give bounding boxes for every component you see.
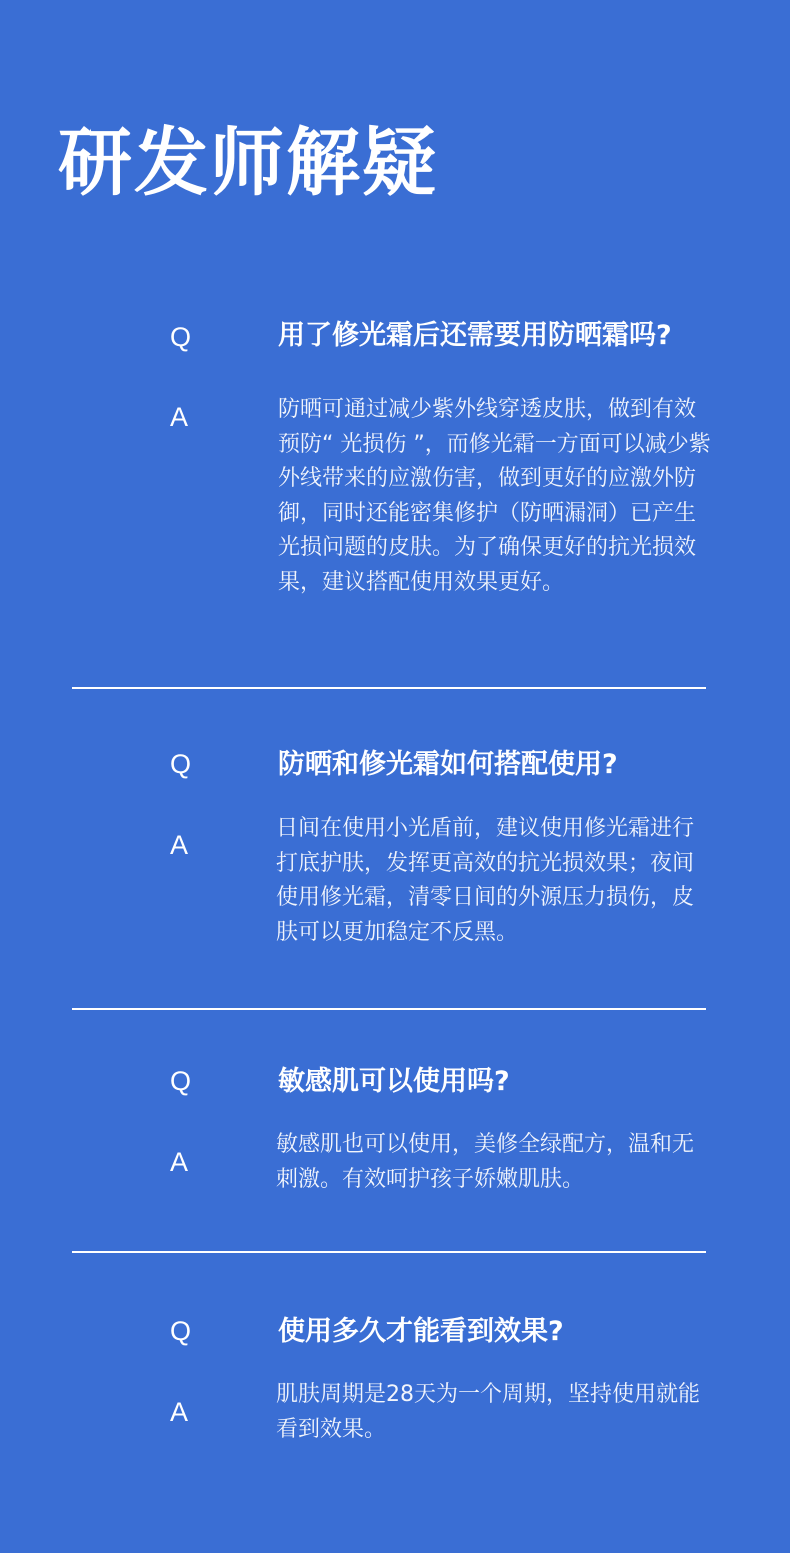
answer-text: 敏感肌也可以使用，美修全绿配方，温和无刺激。有效呵护孩子娇嫩肌肤。 (276, 1132, 695, 1192)
question-text: 使用多久才能看到效果? (278, 1316, 564, 1347)
question-marker: Q (170, 749, 192, 779)
answer-text: 防晒可通过减少紫外线穿透皮肤，做到有效预防“ 光损伤 ”，而修光霜一方面可以减少紫外线带来的应激伤害，做到更好的应激外防御，同时还能密集修护（防晒漏洞）已产生光损问题的皮肤。为了确保更好的抗光损效果，建议搭配使用效果更好。 (278, 397, 711, 595)
answer-marker: A (170, 402, 189, 432)
question-text: 用了修光霜后还需要用防晒霜吗? (278, 320, 672, 351)
answer-marker: A (170, 830, 189, 860)
divider (72, 687, 706, 689)
question-text: 防晒和修光霜如何搭配使用? (278, 749, 618, 780)
divider (72, 1008, 706, 1010)
answer-text: 肌肤周期是28天为一个周期，坚持使用就能看到效果。 (276, 1382, 700, 1442)
question-marker: Q (170, 322, 192, 352)
divider (72, 1251, 706, 1253)
question-marker: Q (170, 1316, 192, 1346)
question-marker: Q (170, 1066, 192, 1096)
page-title: 研发师解疑 (58, 120, 438, 206)
answer-marker: A (170, 1147, 189, 1177)
answer-marker: A (170, 1397, 189, 1427)
question-text: 敏感肌可以使用吗? (278, 1066, 510, 1097)
answer-text: 日间在使用小光盾前，建议使用修光霜进行打底护肤，发挥更高效的抗光损效果；夜间使用修光霜，清零日间的外源压力损伤，皮肤可以更加稳定不反黑。 (276, 816, 695, 945)
